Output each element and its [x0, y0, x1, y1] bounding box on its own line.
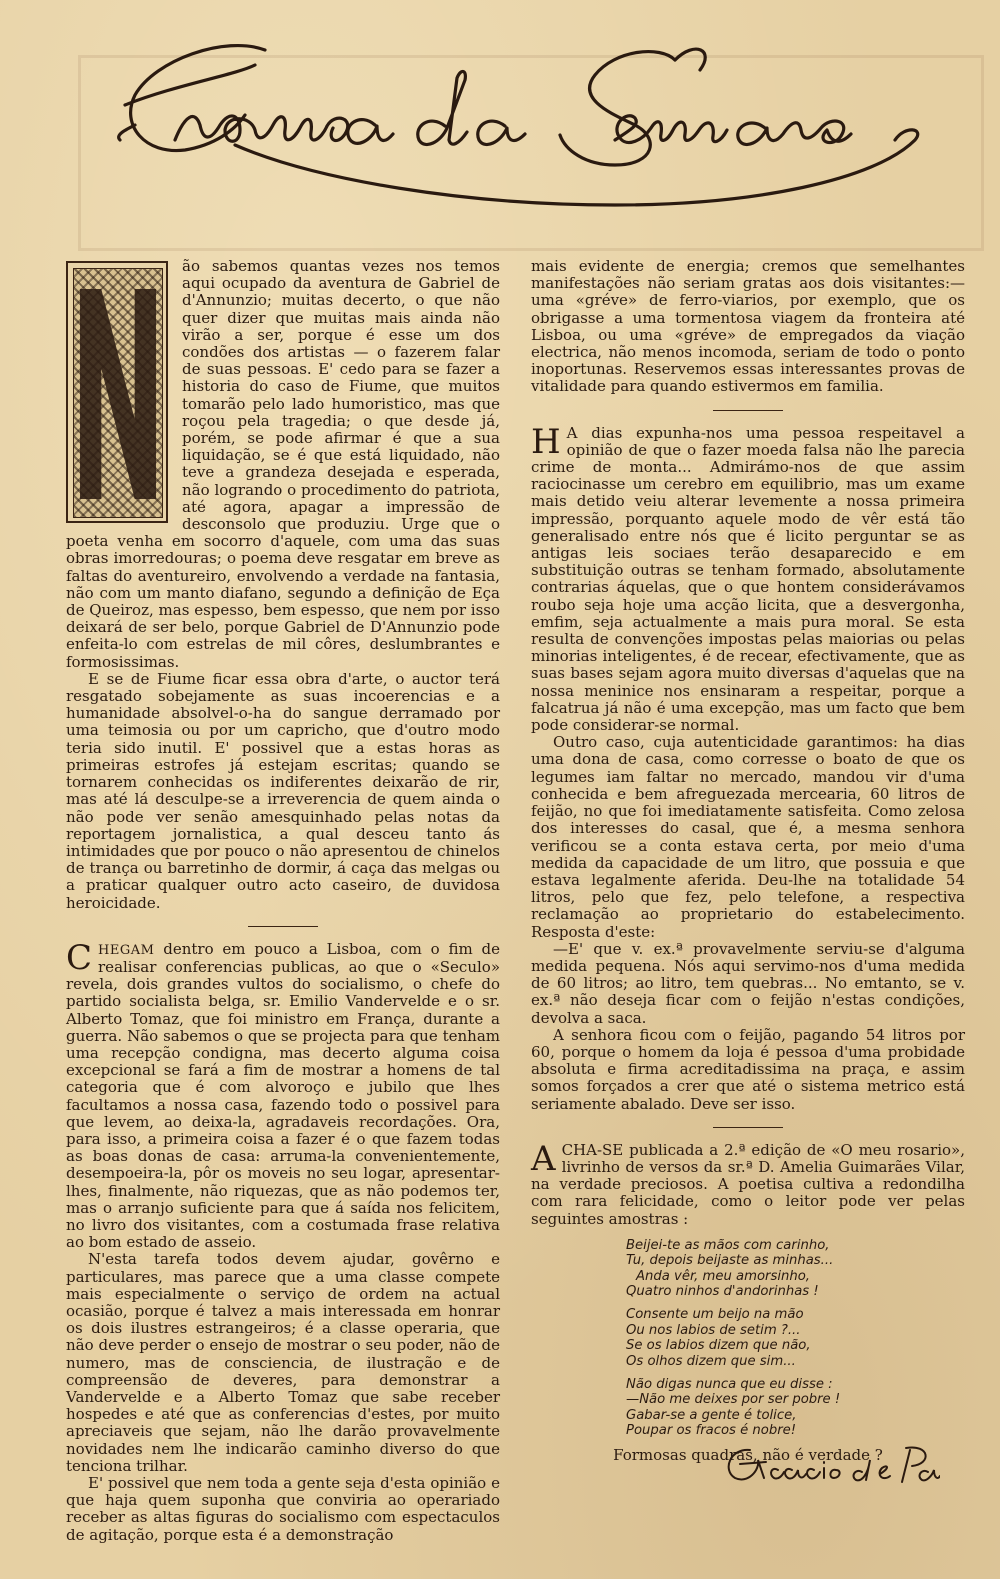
- poem-quatrains: [626, 1238, 965, 1439]
- section-divider: [713, 1127, 783, 1128]
- paragraph-socialismo-1: CHEGAM dentro em pouco a Lisboa, com o fim de realisar conferencias publicas, ao que o «Seculo» revela, dois grandes vultos do socialismo, o chefe do partido socialista belga, sr. Emilio Vandervelde e o sr. Alberto Tomaz, que foi ministro em França, durante a guerra. Não sabemos o que se projecta para que tenham uma recepção condigna, mas decerto alguma coisa excepcional se fará a fim de mostrar a homens de tal categoria que é com alvoroço e jubilo que lhes facultamos a nossa casa, fazendo todo o possivel para que levem, ao deixa-la, agradaveis recordações. Ora, para isso, a primeira coisa a fazer é o que fazem todas as boas donas de casa: arruma-la convenientemente, desempoeira-la, pôr os moveis no seu logar, apresentar-lhes, finalmente, não riquezas, que as não podemos ter, mas o arranjo suficiente para que á saída nos felicitem, no livro dos visitantes, com a costumada frase relativa ao bom estado de asseio.: [66, 937, 500, 1252]
- poem-stanza-2: Consente um beijo na mão Ou nos labios de setim ?... Se os labios dizem que não, Os olhos dizem que sim...: [626, 1307, 811, 1369]
- closing-remark: Formosas quadras, não é verdade ?: [613, 1445, 883, 1464]
- paragraph-gréve: mais evidente de energia; cremos que semelhantes manifestações não seriam gratas aos dois visitantes:—uma «gréve» de ferro-viarios, por exemplo, que os obrigasse a uma tormentosa viagem da fronteira até Lisboa, ou uma «gréve» de empregados da viação electrica, não menos incomoda, seriam de todo o ponto inoportunas. Reservemos essas interessantes provas de vitalidade para quando estivermos em familia.: [531, 257, 965, 396]
- paragraph-feijao-1: Outro caso, cuja autenticidade garantimos: ha dias uma dona de casa, como corresse o boato de que os legumes iam faltar no mercado, mandou vir d'uma conhecida e bem afreguezada mercearia, 60 litros de feijão, no que foi imediatamente satisfeita. Como zelosa dos interesses do casal, que é, a mesma senhora verificou se a conta estava certa, por meio d'uma medida da capacidade de um litro, que possuia e que estava legalmente aferida. Deu-lhe na totalidade 54 litros, pelo que fez, pelo telefone, a respectiva reclamação ao proprietario do estabelecimento. Resposta d'este:: [531, 733, 965, 941]
- section-divider: [248, 926, 318, 927]
- poem-stanza-3: Não digas nunca que eu disse : —Não me deixes por ser pobre ! Gabar-se a gente é tolice, Poupar os fracos é nobre!: [626, 1377, 841, 1439]
- paragraph-socialismo-3: E' possivel que nem toda a gente seja d'esta opinião e que haja quem suponha que conviria ao operariado receber as altas figuras do socialismo com espectaculos de agitação, porque esta é a demonstração: [66, 1474, 500, 1544]
- author-signature: [720, 1440, 940, 1490]
- signature-drawing: [720, 1440, 940, 1490]
- paragraph-socialismo-2: N'esta tarefa todos devem ajudar, govêrno e particulares, mas parece que a uma classe compete mais especialmente o serviço de ordem na actual ocasião, porque é talvez a mais interessada em honrar os dois ilustres estrangeiros; é a classe operaria, que não deve perder o ensejo de mostrar o seu poder, não de numero, mas de consciencia, de ilustração e de compreensão de deveres, para demonstrar a Vandervelde e a Alberto Tomaz que sabe receber hospedes e até que as conferencias d'estes, por muito apreciaveis que sejam, não lhe darão provavelmente novidades nem lhe indicarão caminho diverso do que tenciona trilhar.: [66, 1250, 500, 1475]
- dropcap-c: C: [66, 937, 93, 978]
- paragraph-fiume-2: E se de Fiume ficar essa obra d'arte, o auctor terá resgatado sobejamente as suas incoerencias e a humanidade absolvel-o-ha do sangue derramado por uma teimosia ou por um capricho, que d'outro modo teria sido inutil. E' possivel que a estas horas as primeiras estrofes já estejam escritas; quando se tornarem conhecidas os indiferentes deixarão de rir, mas até lá desculpe-se a irreverencia de quem ainda o não pode ver senão amesquinhado pelas notas da reportagem jornalistica, a qual desceu tanto ás intimidades que por pouco o não apresentou de chinelos de trança ou barretinho de dormir, á caça das melgas ou a praticar qualquer outro acto caseiro, de duvidosa heroicidade.: [66, 669, 500, 912]
- left-column: [66, 258, 500, 1544]
- dropcap-h: H: [531, 421, 561, 462]
- paragraph-moeda-falsa: H A dias expunha-nos uma pessoa respeitavel a opinião de que o fazer moeda falsa não lhe parecia crime de monta... Admirámo-nos de que assim raciocinasse um cerebro em equilibrio, mas um exame mais detido veiu alterar levemente a nossa primeira impressão, porquanto aquele modo de vêr está tão generalisado entre nós que é licito perguntar se as antigas leis sociaes terão desaparecido e em substituição outras se tenham formado, absolutamente contrarias áquelas, que o que hontem considerávamos roubo seja hoje uma acção licita, que a desvergonha, emfim, seja actualmente a mais pura moral. Se esta resulta de convenções impostas pelas maiorias ou pelas minorias inteligentes, é de recear, efectivamente, que as suas bases sejam agora muito diversas d'aquelas que na nossa meninice nos ensinaram a respeitar, porque a falcatrua já não é uma excepção, mas um facto que bem pode considerar-se normal.: [531, 421, 965, 735]
- calligraphic-title-logo: [115, 30, 935, 230]
- section-header: [115, 30, 935, 230]
- paragraph-feijao-3: A senhora ficou com o feijão, pagando 54 litros por 60, porque o homem da loja é pessoa d'uma probidade absoluta e firma acreditadissima na praça, e assim somos forçados a crer que até o sistema metrico está seriamente abalado. Deve ser isso.: [531, 1025, 965, 1113]
- right-column: [531, 258, 965, 1464]
- paragraph-feijao-2: —E' que v. ex.ª provavelmente serviu-se d'alguma medida pequena. Nós aqui servimo-nos d'uma medida de 60 litros; ao litro, tem quebras... No emtanto, se v. ex.ª não deseja ficar com o feijão n'estas condições, devolva a saca.: [531, 939, 965, 1027]
- paragraph-fiume-1: ão sabemos quantas vezes nos temos aqui ocupado da aventura de Gabriel de d'Annunzio; muitas decerto, o que não quer dizer que muitas mais ainda não virão a ser, porque é esse um dos condões dos artistas — o fazerem falar de suas pessoas. E' cedo para se fazer a historia do caso de Fiume, que muitos tomarão pelo lado humoristico, mas que roçou pela tragedia; o que desde já, porém, se pode afirmar é que a sua liquidação, se é que está liquidado, não teve a grandeza desejada e esperada, não logrando o procedimento do patriota, até agora, apagar a impressão de desconsolo que produziu. Urge que o poeta venha em socorro d'aquele, com uma das suas obras imorredouras; o poema deve resgatar em breve as faltas do aventureiro, envolvendo a verdade na fantasia, não com um manto diafano, segundo a definição de Eça de Queiroz, mas espesso, bem espesso, que nem por isso deixará de ser belo, porque Gabriel de D'Annunzio pode enfeita-lo com estrelas de mil côres, deslumbrantes e formosissimas.: [66, 257, 500, 671]
- paragraph-rosario: ACHA-SE publicada a 2.ª edição de «O meu rosario», livrinho de versos da sr.ª D. Amelia Guimarães Vilar, na verdade preciosos. A poetisa cultiva a redondilha com rara felicidade, como o leitor pode ver pelas seguintes amostras :: [531, 1138, 965, 1228]
- dropcap-a: A: [531, 1138, 556, 1179]
- decorated-initial-n: [66, 261, 168, 523]
- section-divider: [713, 410, 783, 411]
- poem-stanza-1: Beijei-te as mãos com carinho, Tu, depois beijaste as minhas... Anda vêr, meu amorsinho, Quatro ninhos d'andorinhas !: [626, 1237, 834, 1299]
